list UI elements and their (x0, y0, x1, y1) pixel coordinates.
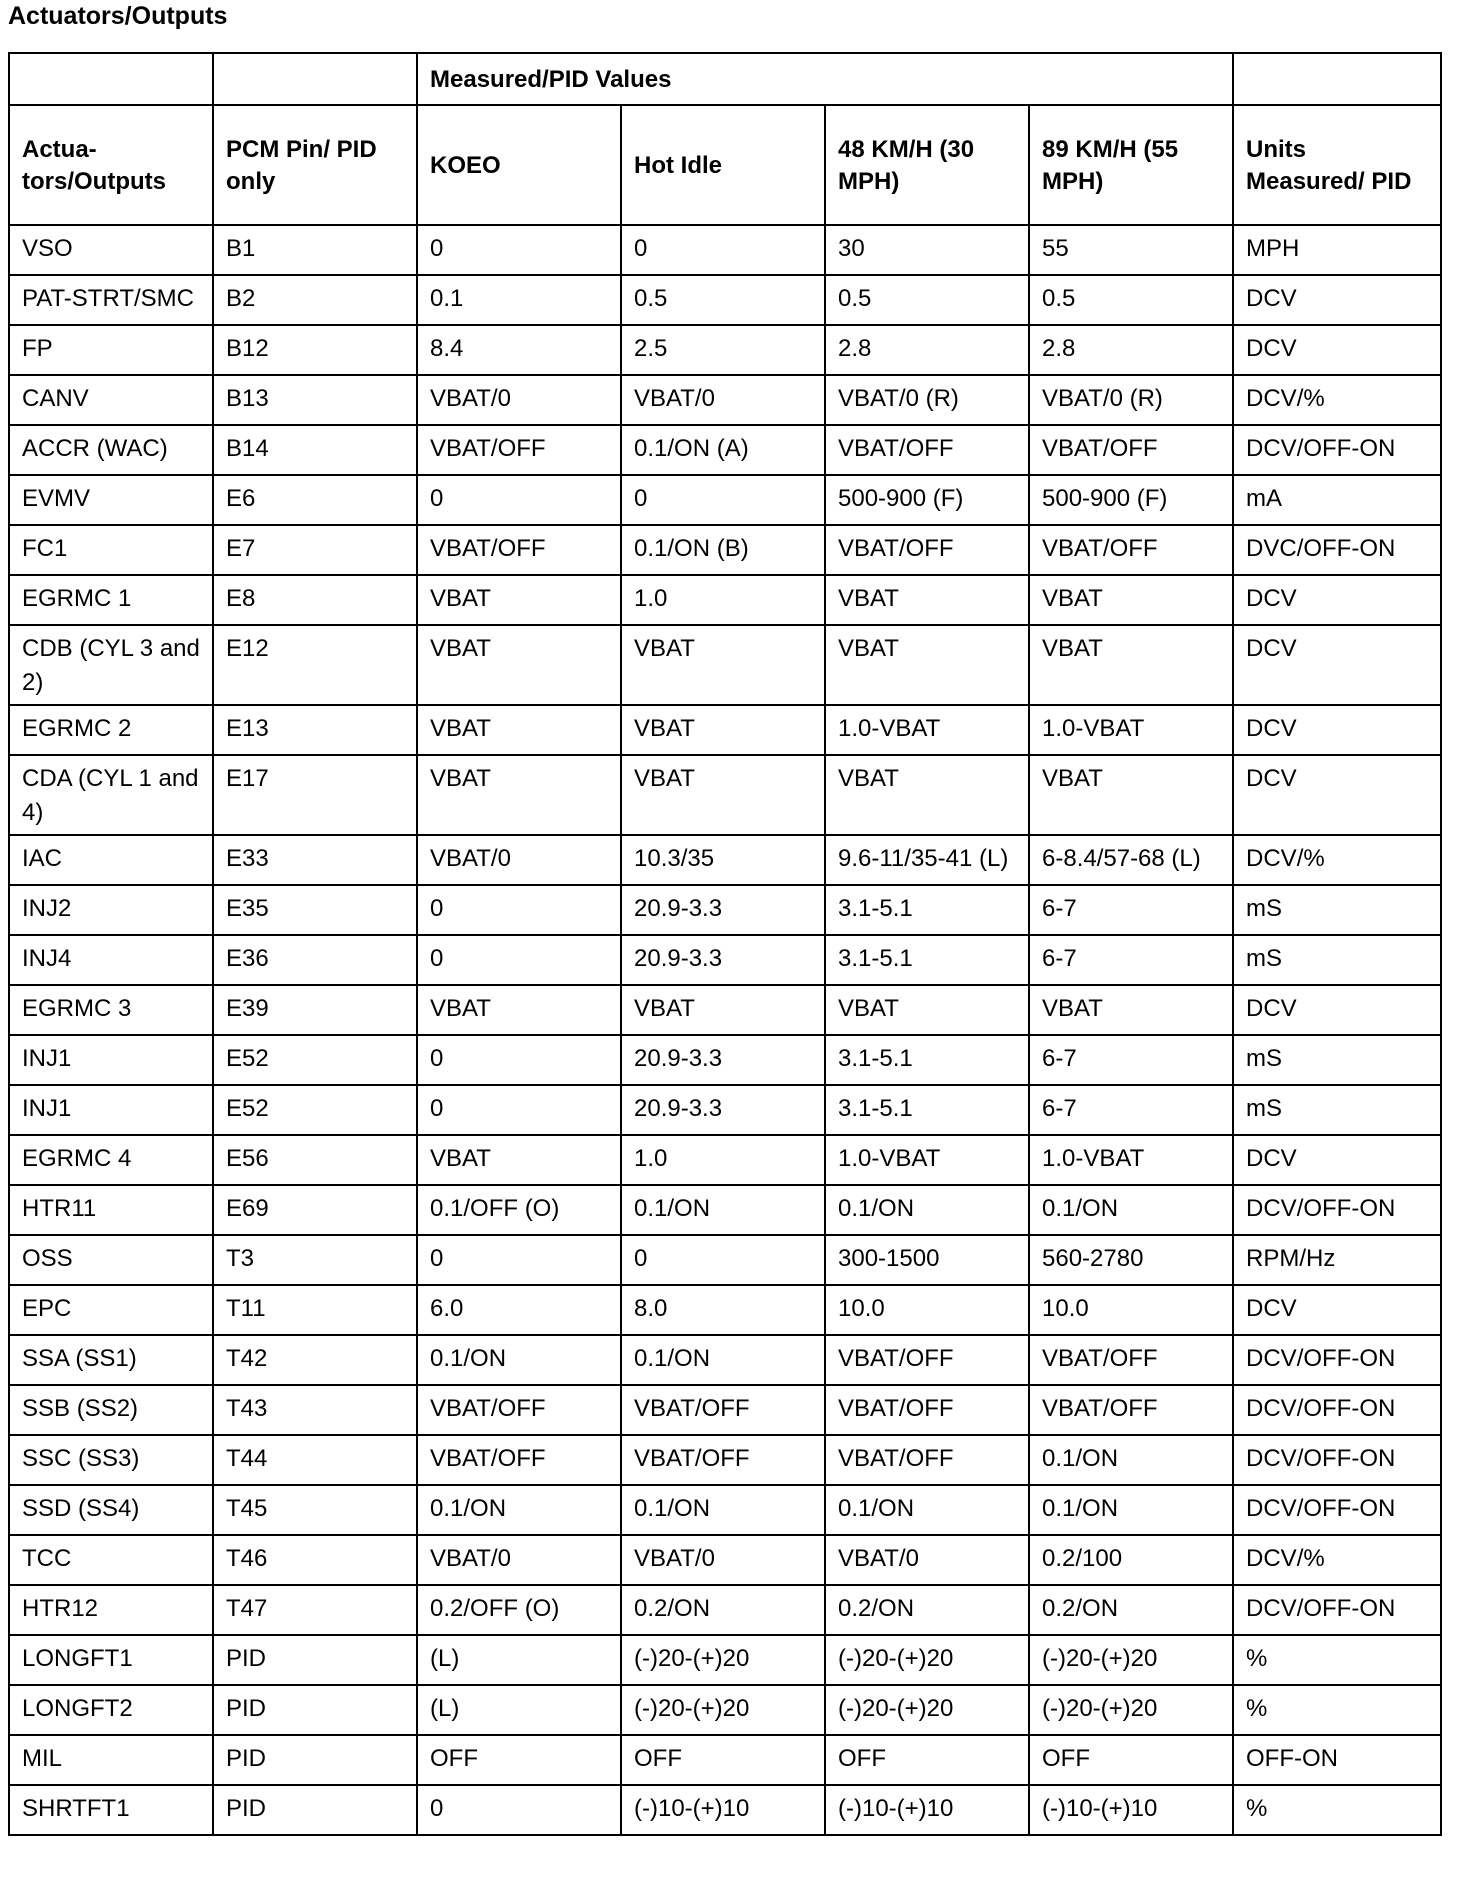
table-cell: 3.1-5.1 (825, 1085, 1029, 1135)
table-cell: 0.1/OFF (O) (417, 1185, 621, 1235)
table-cell: 30 (825, 225, 1029, 275)
table-cell: PID (213, 1785, 417, 1835)
table-cell: 6-7 (1029, 885, 1233, 935)
table-cell: 0.1/ON (621, 1185, 825, 1235)
table-cell: 0.5 (621, 275, 825, 325)
table-cell: 10.0 (825, 1285, 1029, 1335)
measured-pid-values-header: Measured/PID Values (417, 53, 1233, 105)
table-cell: 6-7 (1029, 1085, 1233, 1135)
table-cell: 0 (417, 935, 621, 985)
table-cell: 6-8.4/57-68 (L) (1029, 835, 1233, 885)
table-cell: 560-2780 (1029, 1235, 1233, 1285)
table-cell: 0 (417, 1085, 621, 1135)
table-cell: 10.0 (1029, 1285, 1233, 1335)
table-cell: HTR11 (9, 1185, 213, 1235)
table-cell: INJ1 (9, 1035, 213, 1085)
table-cell: DCV/OFF-ON (1233, 1335, 1441, 1385)
table-cell: OFF (1029, 1735, 1233, 1785)
table-cell: VBAT (825, 985, 1029, 1035)
table-cell: 55 (1029, 225, 1233, 275)
table-cell: 8.4 (417, 325, 621, 375)
table-row (9, 1335, 1441, 1385)
table-cell: VBAT (417, 1135, 621, 1185)
table-cell: DCV/% (1233, 1535, 1441, 1585)
table-cell: E17 (213, 755, 417, 835)
table-cell: VBAT/0 (R) (825, 375, 1029, 425)
table-cell: VBAT/OFF (1029, 425, 1233, 475)
table-cell: VBAT (1029, 575, 1233, 625)
table-cell: 0.2/ON (621, 1585, 825, 1635)
table-cell: 0.1/ON (825, 1485, 1029, 1535)
table-cell: CANV (9, 375, 213, 425)
table-row (9, 1585, 1441, 1635)
table-cell: 6-7 (1029, 935, 1233, 985)
table-cell: ACCR (WAC) (9, 425, 213, 475)
table-cell: EPC (9, 1285, 213, 1335)
table-cell: 6-7 (1029, 1035, 1233, 1085)
table-cell: 0.1/ON (825, 1185, 1029, 1235)
table-cell: T43 (213, 1385, 417, 1435)
table-cell: EVMV (9, 475, 213, 525)
table-row (9, 1535, 1441, 1585)
table-cell: FP (9, 325, 213, 375)
table-cell: 0.1 (417, 275, 621, 325)
column-header: KOEO (417, 105, 621, 225)
table-cell: 0.1/ON (417, 1335, 621, 1385)
table-cell: 0.1/ON (1029, 1185, 1233, 1235)
table-cell: VBAT (621, 985, 825, 1035)
actuators-outputs-table (8, 52, 1442, 1836)
table-row (9, 1635, 1441, 1685)
table-cell: E35 (213, 885, 417, 935)
table-cell: VBAT (825, 625, 1029, 705)
table-cell: 1.0-VBAT (1029, 705, 1233, 755)
table-cell: VBAT (417, 755, 621, 835)
column-header: 48 KM/H (30 MPH) (825, 105, 1029, 225)
table-cell: E56 (213, 1135, 417, 1185)
column-header: Hot Idle (621, 105, 825, 225)
table-cell: 0.1/ON (417, 1485, 621, 1535)
table-cell: DCV/% (1233, 835, 1441, 885)
table-cell: SHRTFT1 (9, 1785, 213, 1835)
table-cell: DCV/OFF-ON (1233, 1435, 1441, 1485)
table-cell: 1.0 (621, 575, 825, 625)
table-row (9, 1135, 1441, 1185)
table-cell: 2.8 (825, 325, 1029, 375)
table-cell: (-)20-(+)20 (621, 1685, 825, 1735)
table-cell: mS (1233, 885, 1441, 935)
table-cell: B13 (213, 375, 417, 425)
table-row (9, 1785, 1441, 1835)
table-cell: VBAT (1029, 985, 1233, 1035)
table-cell: EGRMC 3 (9, 985, 213, 1035)
table-cell: (L) (417, 1685, 621, 1735)
table-cell: PID (213, 1735, 417, 1785)
table-cell: VBAT/OFF (825, 1385, 1029, 1435)
table-cell: VBAT (417, 625, 621, 705)
table-cell: T3 (213, 1235, 417, 1285)
table-cell: T11 (213, 1285, 417, 1335)
table-cell: 0 (417, 1035, 621, 1085)
table-row (9, 575, 1441, 625)
table-cell: E6 (213, 475, 417, 525)
table-row (9, 425, 1441, 475)
table-cell: E39 (213, 985, 417, 1035)
table-cell: VBAT (1029, 755, 1233, 835)
table-cell: 6.0 (417, 1285, 621, 1335)
table-cell: INJ2 (9, 885, 213, 935)
table-cell: B1 (213, 225, 417, 275)
table-cell: (-)10-(+)10 (825, 1785, 1029, 1835)
table-cell: DCV/OFF-ON (1233, 1385, 1441, 1435)
table-cell: E12 (213, 625, 417, 705)
table-cell: CDA (CYL 1 and 4) (9, 755, 213, 835)
table-cell: VBAT/0 (825, 1535, 1029, 1585)
table-row (9, 525, 1441, 575)
table-cell: VBAT (417, 575, 621, 625)
table-cell: SSC (SS3) (9, 1435, 213, 1485)
table-cell: E36 (213, 935, 417, 985)
table-row (9, 1735, 1441, 1785)
table-cell: 1.0-VBAT (1029, 1135, 1233, 1185)
table-cell: VBAT/OFF (1029, 1385, 1233, 1435)
table-cell: 0 (621, 475, 825, 525)
table-cell: OFF (825, 1735, 1029, 1785)
table-cell: % (1233, 1785, 1441, 1835)
table-row (9, 935, 1441, 985)
table-cell: (-)20-(+)20 (1029, 1635, 1233, 1685)
table-cell: VBAT (621, 705, 825, 755)
table-cell: VBAT/OFF (825, 1335, 1029, 1385)
table-cell: 300-1500 (825, 1235, 1029, 1285)
table-cell: SSB (SS2) (9, 1385, 213, 1435)
table-cell: B12 (213, 325, 417, 375)
table-cell: VBAT/OFF (621, 1435, 825, 1485)
table-cell: EGRMC 1 (9, 575, 213, 625)
table-cell: 0.1/ON (1029, 1485, 1233, 1535)
table-cell: 0 (417, 885, 621, 935)
table-cell: 0 (621, 225, 825, 275)
table-cell: MPH (1233, 225, 1441, 275)
table-cell: DCV (1233, 275, 1441, 325)
table-cell: 3.1-5.1 (825, 935, 1029, 985)
table-cell: 2.8 (1029, 325, 1233, 375)
table-cell: VBAT (825, 575, 1029, 625)
table-cell: T45 (213, 1485, 417, 1535)
table-cell: T42 (213, 1335, 417, 1385)
table-cell: VBAT (417, 705, 621, 755)
column-header: Units Measured/ PID (1233, 105, 1441, 225)
table-body (9, 225, 1441, 1835)
table-cell: EGRMC 2 (9, 705, 213, 755)
table-row (9, 275, 1441, 325)
table-cell: mA (1233, 475, 1441, 525)
table-cell: 2.5 (621, 325, 825, 375)
table-cell: VBAT/OFF (417, 525, 621, 575)
table-row (9, 325, 1441, 375)
table-row (9, 705, 1441, 755)
table-cell: INJ1 (9, 1085, 213, 1135)
table-cell: 0.2/100 (1029, 1535, 1233, 1585)
table-cell: VBAT/0 (621, 1535, 825, 1585)
table-cell: 0 (417, 1235, 621, 1285)
table-cell: mS (1233, 935, 1441, 985)
table-cell: (-)20-(+)20 (621, 1635, 825, 1685)
table-cell: SSD (SS4) (9, 1485, 213, 1535)
table-cell: (-)20-(+)20 (825, 1685, 1029, 1735)
table-row (9, 1235, 1441, 1285)
table-cell: E7 (213, 525, 417, 575)
table-cell: VBAT/OFF (1029, 525, 1233, 575)
table-cell: E13 (213, 705, 417, 755)
table-cell: 0.1/ON (621, 1485, 825, 1535)
section-title: Actuators/Outputs (8, 2, 228, 30)
table-cell: T44 (213, 1435, 417, 1485)
table-cell: DCV (1233, 1285, 1441, 1335)
table-cell: HTR12 (9, 1585, 213, 1635)
table-cell: VBAT/0 (417, 835, 621, 885)
table-cell: OFF (621, 1735, 825, 1785)
table-row (9, 475, 1441, 525)
table-cell: 3.1-5.1 (825, 885, 1029, 935)
table-cell: DCV/% (1233, 375, 1441, 425)
table-cell: 20.9-3.3 (621, 935, 825, 985)
table-cell: 9.6-11/35-41 (L) (825, 835, 1029, 885)
table-cell: DCV (1233, 325, 1441, 375)
table-cell: 20.9-3.3 (621, 885, 825, 935)
table-cell: (-)10-(+)10 (621, 1785, 825, 1835)
table-cell: 0.1/ON (A) (621, 425, 825, 475)
table-row (9, 1435, 1441, 1485)
table-cell: 0.2/OFF (O) (417, 1585, 621, 1635)
table-cell: B14 (213, 425, 417, 475)
table-cell: E52 (213, 1085, 417, 1135)
table-row (9, 985, 1441, 1035)
table-cell: DCV/OFF-ON (1233, 1585, 1441, 1635)
table-cell: OSS (9, 1235, 213, 1285)
table-cell: DVC/OFF-ON (1233, 525, 1441, 575)
table-cell: 0 (417, 225, 621, 275)
table-cell: VBAT (1029, 625, 1233, 705)
table-cell: VBAT/OFF (417, 1435, 621, 1485)
table-cell: (-)10-(+)10 (1029, 1785, 1233, 1835)
table-cell: E8 (213, 575, 417, 625)
table-row (9, 885, 1441, 935)
table-cell: (-)20-(+)20 (825, 1635, 1029, 1685)
table-cell: VBAT/OFF (417, 1385, 621, 1435)
table-cell: VBAT/OFF (417, 425, 621, 475)
table-cell: OFF (417, 1735, 621, 1785)
table-cell: DCV (1233, 625, 1441, 705)
table-cell: VBAT/0 (R) (1029, 375, 1233, 425)
table-cell: RPM/Hz (1233, 1235, 1441, 1285)
group-header-row (9, 53, 1441, 105)
empty-header-cell (1233, 53, 1441, 105)
table-cell: PAT-STRT/SMC (9, 275, 213, 325)
table-cell: 1.0 (621, 1135, 825, 1185)
table-cell: (L) (417, 1635, 621, 1685)
table-cell: TCC (9, 1535, 213, 1585)
table-cell: VBAT/0 (417, 375, 621, 425)
table-cell: 500-900 (F) (1029, 475, 1233, 525)
table-cell: (-)20-(+)20 (1029, 1685, 1233, 1735)
table-cell: 0.2/ON (825, 1585, 1029, 1635)
table-cell: 0.1/ON (621, 1335, 825, 1385)
table-cell: VBAT (621, 755, 825, 835)
table-row (9, 835, 1441, 885)
table-cell: E33 (213, 835, 417, 885)
table-cell: 0.2/ON (1029, 1585, 1233, 1635)
table-cell: VBAT (417, 985, 621, 1035)
table-cell: T46 (213, 1535, 417, 1585)
table-cell: LONGFT1 (9, 1635, 213, 1685)
column-header: PCM Pin/ PID only (213, 105, 417, 225)
table-cell: DCV (1233, 1135, 1441, 1185)
table-cell: % (1233, 1635, 1441, 1685)
table-cell: 20.9-3.3 (621, 1035, 825, 1085)
table-row (9, 1685, 1441, 1735)
table-cell: INJ4 (9, 935, 213, 985)
table-cell: 0 (621, 1235, 825, 1285)
table-row (9, 755, 1441, 835)
table-cell: B2 (213, 275, 417, 325)
table-cell: VBAT (621, 625, 825, 705)
table-row (9, 375, 1441, 425)
table-cell: 0.5 (825, 275, 1029, 325)
table-cell: 1.0-VBAT (825, 705, 1029, 755)
table-cell: 8.0 (621, 1285, 825, 1335)
table-cell: VBAT/OFF (621, 1385, 825, 1435)
table-row (9, 1285, 1441, 1335)
table-row (9, 225, 1441, 275)
table-cell: PID (213, 1685, 417, 1735)
table-cell: VSO (9, 225, 213, 275)
table-cell: VBAT/0 (621, 375, 825, 425)
column-header-row (9, 105, 1441, 225)
table-cell: VBAT/OFF (825, 425, 1029, 475)
empty-header-cell (213, 53, 417, 105)
table-cell: FC1 (9, 525, 213, 575)
table-cell: 1.0-VBAT (825, 1135, 1029, 1185)
table-cell: T47 (213, 1585, 417, 1635)
table-cell: DCV (1233, 755, 1441, 835)
table-cell: mS (1233, 1035, 1441, 1085)
table-cell: VBAT/OFF (1029, 1335, 1233, 1385)
table-cell: 0 (417, 475, 621, 525)
table-cell: 500-900 (F) (825, 475, 1029, 525)
table-cell: 0.1/ON (1029, 1435, 1233, 1485)
table-cell: 0 (417, 1785, 621, 1835)
table-row (9, 1385, 1441, 1435)
table-cell: DCV/OFF-ON (1233, 1485, 1441, 1535)
table-row (9, 1185, 1441, 1235)
table-row (9, 1485, 1441, 1535)
table-cell: E69 (213, 1185, 417, 1235)
table-cell: DCV/OFF-ON (1233, 1185, 1441, 1235)
table-cell: 0.5 (1029, 275, 1233, 325)
table-row (9, 625, 1441, 705)
table-cell: E52 (213, 1035, 417, 1085)
column-header: Actua-tors/Outputs (9, 105, 213, 225)
column-header: 89 KM/H (55 MPH) (1029, 105, 1233, 225)
table-cell: % (1233, 1685, 1441, 1735)
table-cell: SSA (SS1) (9, 1335, 213, 1385)
table-row (9, 1085, 1441, 1135)
table-cell: VBAT/OFF (825, 525, 1029, 575)
table-cell: DCV (1233, 575, 1441, 625)
table-cell: DCV/OFF-ON (1233, 425, 1441, 475)
table-cell: IAC (9, 835, 213, 885)
table-cell: VBAT/0 (417, 1535, 621, 1585)
table-cell: DCV (1233, 705, 1441, 755)
table-cell: MIL (9, 1735, 213, 1785)
table-cell: 10.3/35 (621, 835, 825, 885)
table-row (9, 1035, 1441, 1085)
table-cell: VBAT/OFF (825, 1435, 1029, 1485)
empty-header-cell (9, 53, 213, 105)
table-cell: mS (1233, 1085, 1441, 1135)
table-cell: DCV (1233, 985, 1441, 1035)
table-cell: 20.9-3.3 (621, 1085, 825, 1135)
table-cell: 3.1-5.1 (825, 1035, 1029, 1085)
table-cell: EGRMC 4 (9, 1135, 213, 1185)
table-cell: VBAT (825, 755, 1029, 835)
table-cell: 0.1/ON (B) (621, 525, 825, 575)
table-cell: PID (213, 1635, 417, 1685)
table-cell: LONGFT2 (9, 1685, 213, 1735)
table-cell: OFF-ON (1233, 1735, 1441, 1785)
table-cell: CDB (CYL 3 and 2) (9, 625, 213, 705)
